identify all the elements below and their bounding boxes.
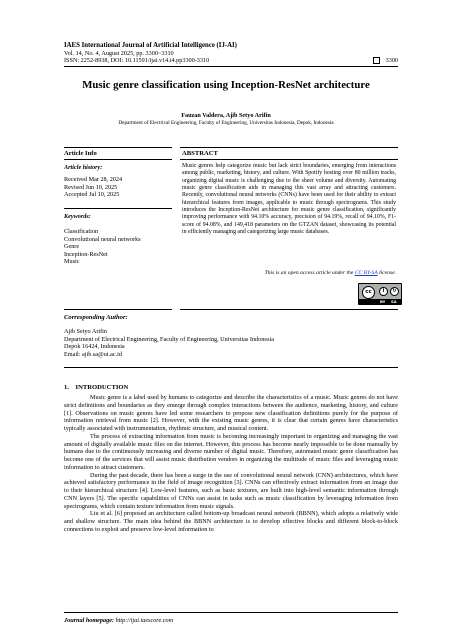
footer-rule <box>64 612 398 613</box>
keyword: Classification <box>64 228 99 235</box>
journal-homepage: Journal homepage: http://ijai.iaescore.com <box>64 617 174 624</box>
abstract-heading: ABSTRACT <box>182 150 218 157</box>
corresponding-city: Depok 16424, Indonesia <box>64 343 125 351</box>
keyword: Music <box>64 258 80 266</box>
header-rule <box>64 66 398 67</box>
article-info-heading: Article Info <box>64 150 97 157</box>
license-line <box>182 270 396 276</box>
paragraph: The process of extracting information from music is becoming increasingly important in organizing and managing the vast amount of digitally available music files on the internet. However, this process has become nearly impossible to be done manually by humans due to the continuously increasing and diverse number of digital music. Therefore, automated music genre classification has become one of the services that will assist music distribution vendors in organizing the multitude of music files and leveraging music information to attract customers. <box>64 432 398 471</box>
introduction-heading: 1. INTRODUCTION <box>64 384 129 391</box>
paragraph: Liu et al. [6] proposed an architecture called bottom-up broadcast neural network (BBNN), which adopts a relatively wide and shallow structure. The main idea behind the BBNN architecture is to develop effective blocks and different block-to-block connections to exploit and preserve low-level information to <box>64 510 398 533</box>
history-list <box>64 176 174 199</box>
square-icon <box>373 57 380 64</box>
journal-issn: ISSN: 2252-8938, DOI: 10.11591/ijai.v14.i4.pp3300-3310 <box>64 57 210 65</box>
divider <box>180 147 398 148</box>
keyword: Inception-ResNet <box>64 250 108 258</box>
corresponding-name: Ajib Setyo Arifin <box>64 328 107 335</box>
cc-by-sa-badge[interactable] <box>358 283 402 305</box>
keyword: Genre <box>64 243 80 251</box>
paragraph: Music genre is a label used by humans to categorize and describe the characteristics of a music. Music genres do not have strict definitions and boundaries as they emerge through complex interactions between the audience, marketing, history, and culture [1]. Observations on music genres have led some researchers to propose new classification definitions purely for the purpose of information retrieval from music [2]. However, with the existing music genres, it is clear that certain genres have characteristics typically associated with instrumentation, rhythmic structure, and musical content. <box>64 394 398 432</box>
corresponding-details <box>64 328 398 358</box>
history-item: Revised Jun 10, 2025 <box>64 183 118 191</box>
journal-header <box>64 42 394 65</box>
history-heading: Article history: <box>64 164 103 171</box>
sa-label: SA <box>391 299 397 304</box>
abstract-text: Music genres help categorize music but lack strict boundaries, emerging from interactions among public, marketing, history, and culture. With Spotify hosting over 80 million tracks, organizing digital music is challenging due to the sheer volume and diversity. Automating music genre classification aids in managing this vast array and attracting customers. Recently, convolutional neural networks (CNNs) have been used for their ability to extract hierarchical features from images, applicable to music through spectrograms. This study introduces the Inception-ResNet architecture for music genre classification, significantly improving performance with 94.10% accuracy, precision of 94.19%, recall of 94.10%, F1-score of 94.08%, and 149,418 parameters on the GTZAN dataset, showcasing its potential in efficiently managing and categorizing large music databases. <box>182 163 396 236</box>
paragraph: During the past decade, there has been a surge in the use of convolutional neural network (CNN) architectures, which have achieved satisfactory performance in the field of image recognition [3]. CNNs can effectively extract information from an image due to their hierarchical structure [4]. Low-level features, such as basic textures, are built into high-level semantic information through CNN layers [5]. The specific capabilities of CNNs can assist in tasks such as music classification by leveraging information from spectrograms, which contain texture information from music signals. <box>64 471 398 510</box>
divider <box>64 309 172 310</box>
divider <box>64 147 172 148</box>
corresponding-department: Department of Electrical Engineering, Faculty of Engineering, Universitas Indonesia <box>64 335 274 343</box>
divider <box>64 159 172 160</box>
history-item: Received Mar 28, 2024 <box>64 176 123 183</box>
divider <box>64 367 398 368</box>
divider <box>180 309 398 310</box>
divider <box>64 208 172 209</box>
corresponding-heading: Corresponding Author: <box>64 314 128 321</box>
homepage-label: Journal homepage <box>64 617 112 624</box>
page-number-block <box>373 57 398 64</box>
by-label: BY <box>380 299 386 304</box>
keywords-list <box>64 228 176 266</box>
license-suffix: license. <box>377 270 396 276</box>
paper-title: Music genre classification using Inception-ResNet architecture <box>82 79 370 91</box>
keywords-heading: Keywords: <box>64 213 91 220</box>
attribution-icon: i <box>379 287 388 296</box>
keyword: Convolutional neural networks <box>64 235 141 243</box>
share-alike-icon: ↻ <box>390 287 399 296</box>
journal-name: IAES International Journal of Artificial Intelligence (IJ-AI) <box>64 42 237 49</box>
page-number: 3300 <box>385 57 398 64</box>
homepage-url[interactable]: http://ijai.iaescore.com <box>115 617 174 624</box>
authors: Fauzan Valdera, Ajib Setyo Arifin <box>181 112 271 119</box>
divider <box>180 159 398 160</box>
history-item: Accepted Jul 10, 2025 <box>64 191 120 199</box>
introduction-body <box>64 394 398 534</box>
journal-volume: Vol. 14, No. 4, August 2025, pp. 3300~3310 <box>64 49 174 57</box>
affiliation: Department of Electrical Engineering, Faculty of Engineering, Universitas Indonesia, Depok, Indonesia <box>118 120 334 126</box>
license-prefix: This is an open access article under the <box>264 270 355 276</box>
license-link[interactable]: CC BY-SA <box>354 270 378 276</box>
creative-commons-icon: cc <box>362 286 375 299</box>
corresponding-email: Email: ajib.sa@ui.ac.id <box>64 350 122 358</box>
